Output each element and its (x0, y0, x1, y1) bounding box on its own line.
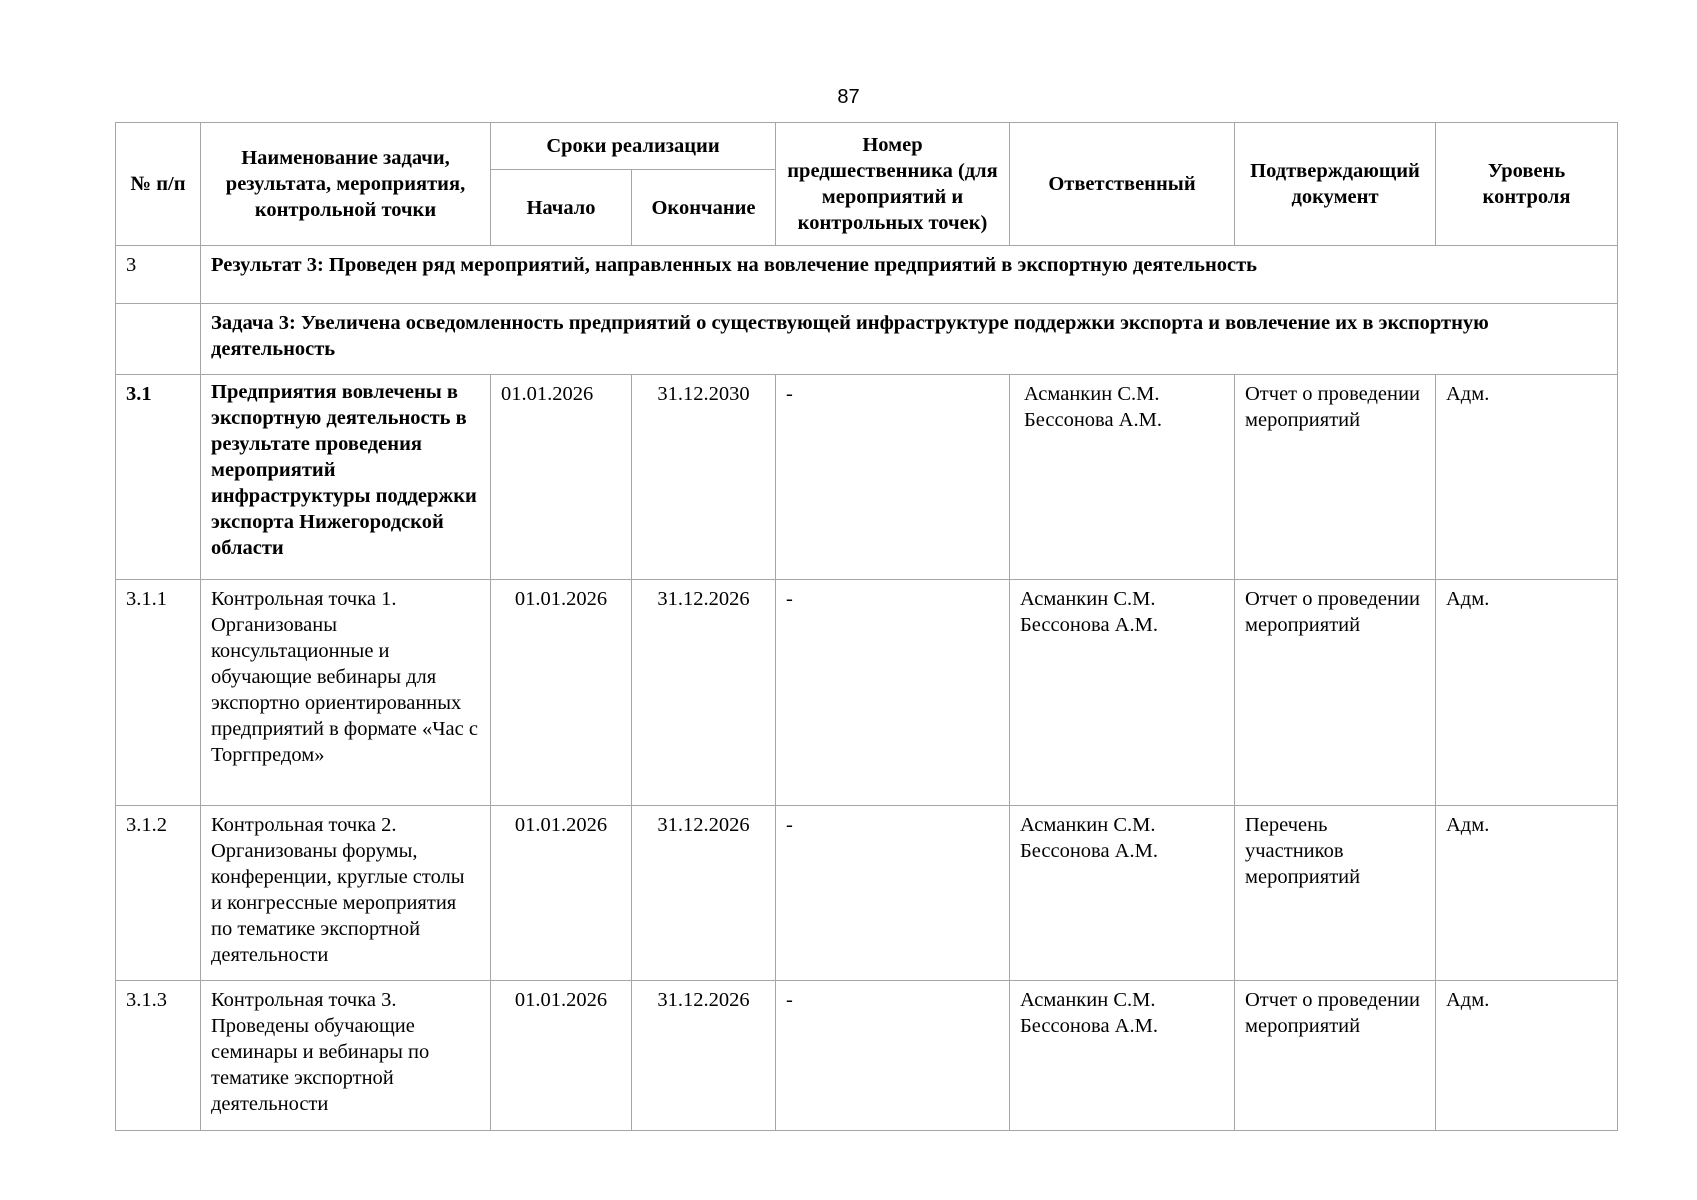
row-start: 01.01.2026 (491, 981, 632, 1131)
row-control: Адм. (1436, 375, 1618, 580)
responsible-1: Асманкин С.М. (1020, 989, 1156, 1011)
header-responsible: Ответственный (1010, 123, 1235, 246)
table-row (116, 806, 1618, 981)
row-predecessor: - (776, 580, 1010, 806)
row-predecessor: - (776, 375, 1010, 580)
row-end: 31.12.2030 (632, 375, 776, 580)
table-row (116, 981, 1618, 1131)
row-responsible (1010, 580, 1235, 806)
row-control: Адм. (1436, 981, 1618, 1131)
row-end: 31.12.2026 (632, 580, 776, 806)
header-name: Наименование задачи, результата, мероприятия, контрольной точки (201, 123, 491, 246)
row-num: 3.1.1 (116, 580, 201, 806)
row-name: Контрольная точка 1. Организованы консультационные и обучающие вебинары для экспортно ориентированных предприятий в формате «Час с Торгпредом» (201, 580, 491, 806)
row-document: Отчет о проведении мероприятий (1235, 981, 1436, 1131)
row-document: Отчет о проведении мероприятий (1235, 580, 1436, 806)
header-document: Подтверждающий документ (1235, 123, 1436, 246)
header-terms: Сроки реализации (491, 123, 776, 170)
table-row (116, 375, 1618, 580)
task-row (116, 304, 1618, 375)
page-number: 87 (837, 86, 860, 108)
header-start: Начало (491, 170, 632, 246)
row-document: Перечень участников мероприятий (1235, 806, 1436, 981)
row-name: Контрольная точка 2. Организованы форумы, конференции, круглые столы и конгрессные мероприятия по тематике экспортной деятельности (201, 806, 491, 981)
responsible-1: Асманкин С.М. (1020, 814, 1156, 836)
row-num: 3.1.3 (116, 981, 201, 1131)
row-num: 3.1 (116, 375, 201, 580)
row-predecessor: - (776, 806, 1010, 981)
responsible-1: Асманкин С.М. (1024, 383, 1160, 405)
result-text: Результат 3: Проведен ряд мероприятий, направленных на вовлечение предприятий в экспортную деятельность (201, 246, 1618, 304)
row-responsible (1010, 981, 1235, 1131)
row-control: Адм. (1436, 806, 1618, 981)
row-predecessor: - (776, 981, 1010, 1131)
header-end: Окончание (632, 170, 776, 246)
responsible-1: Асманкин С.М. (1020, 588, 1156, 610)
row-name: Предприятия вовлечены в экспортную деятельность в результате проведения мероприятий инфраструктуры поддержки экспорта Нижегородской области (201, 375, 491, 580)
table-row (116, 580, 1618, 806)
row-num: 3.1.2 (116, 806, 201, 981)
row-responsible (1010, 375, 1235, 580)
responsible-2: Бессонова А.М. (1020, 614, 1158, 636)
responsible-2: Бессонова А.М. (1020, 840, 1158, 862)
table-header (116, 123, 1618, 246)
row-start: 01.01.2026 (491, 375, 632, 580)
row-name: Контрольная точка 3. Проведены обучающие семинары и вебинары по тематике экспортной деятельности (201, 981, 491, 1131)
result-num: 3 (116, 246, 201, 304)
implementation-plan-table (115, 122, 1618, 1131)
responsible-2: Бессонова А.М. (1024, 409, 1162, 431)
responsible-2: Бессонова А.М. (1020, 1015, 1158, 1037)
task-text: Задача 3: Увеличена осведомленность предприятий о существующей инфраструктуре поддержки экспорта и вовлечение их в экспортную деятельность (201, 304, 1618, 375)
row-start: 01.01.2026 (491, 580, 632, 806)
row-end: 31.12.2026 (632, 981, 776, 1131)
row-control: Адм. (1436, 580, 1618, 806)
task-num-empty (116, 304, 201, 375)
row-end: 31.12.2026 (632, 806, 776, 981)
header-predecessor: Номер предшественника (для мероприятий и контрольных точек) (776, 123, 1010, 246)
header-num: № п/п (116, 123, 201, 246)
row-start: 01.01.2026 (491, 806, 632, 981)
result-row (116, 246, 1618, 304)
row-document: Отчет о проведении мероприятий (1235, 375, 1436, 580)
header-control: Уровень контроля (1436, 123, 1618, 246)
row-responsible (1010, 806, 1235, 981)
